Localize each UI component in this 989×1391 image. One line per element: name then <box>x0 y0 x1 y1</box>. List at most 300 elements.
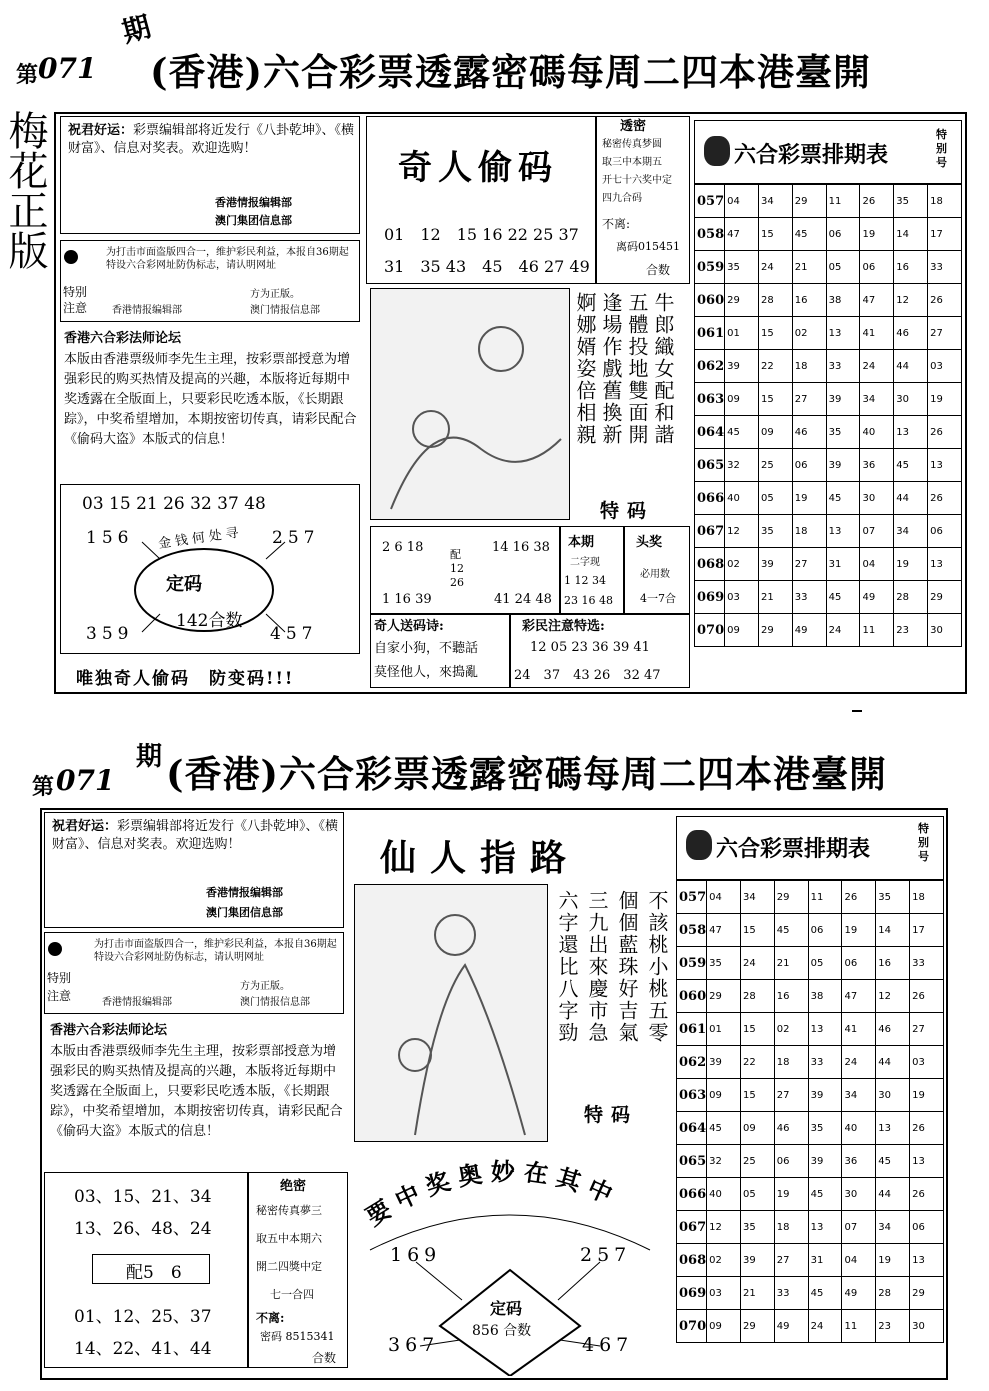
bottom-diamond-rt: 257 <box>580 1244 632 1266</box>
bottom-greeting-sig2: 澳门集团信息部 <box>206 906 283 919</box>
schedule-cell: 19 <box>928 383 962 416</box>
top-benqi-r2: 23 16 48 <box>564 594 613 607</box>
bottom-greeting-sig1: 香港情报编辑部 <box>206 886 283 899</box>
top-illustration <box>370 288 570 520</box>
schedule-cell: 15 <box>758 383 792 416</box>
schedule-cell: 24 <box>842 1046 876 1079</box>
bottom-secret-line3: 開二四獎中定 <box>256 1260 322 1273</box>
schedule-cell: 25 <box>758 449 792 482</box>
schedule-cell: 28 <box>758 284 792 317</box>
bottom-pei: 配5 6 <box>126 1263 182 1283</box>
top-caimin-l2: 24 37 43 26 32 47 <box>514 668 661 683</box>
top-secret-hs: 合数 <box>646 263 671 277</box>
top-schedule-logo-icon <box>704 136 730 166</box>
schedule-cell: 19 <box>894 548 928 581</box>
schedule-cell: 30 <box>910 1310 944 1343</box>
schedule-row <box>677 1013 944 1046</box>
top-poem <box>574 292 674 482</box>
schedule-cell: 07 <box>842 1211 876 1244</box>
top-notice-label1: 特别 <box>63 285 88 299</box>
schedule-cell: 27 <box>910 1013 944 1046</box>
bottom-notice-sig2: 澳门情报信息部 <box>240 997 310 1008</box>
top-footer: 唯独奇人偷码 防变码!!! <box>76 669 295 689</box>
top-center-nums2: 31 35 43 45 46 27 49 <box>384 257 590 276</box>
schedule-cell: 39 <box>808 1145 842 1178</box>
bottom-schedule-tebie: 特别号 <box>918 822 929 863</box>
schedule-cell: 12 <box>876 980 910 1013</box>
bottom-group3: 01、12、25、37 <box>74 1307 212 1327</box>
bottom-secret-hs: 合数 <box>312 1351 337 1365</box>
schedule-cell: 31 <box>826 548 860 581</box>
schedule-cell: 27 <box>928 317 962 350</box>
schedule-cell: 33 <box>928 251 962 284</box>
schedule-cell: 47 <box>860 284 894 317</box>
bottom-diamond-sum: 856 合数 <box>472 1323 532 1339</box>
bottom-dash <box>852 710 862 712</box>
schedule-cell: 44 <box>894 350 928 383</box>
schedule-cell: 36 <box>860 449 894 482</box>
schedule-cell: 38 <box>826 284 860 317</box>
schedule-period: 070 <box>695 614 725 647</box>
schedule-cell: 35 <box>826 416 860 449</box>
schedule-cell: 45 <box>725 416 759 449</box>
schedule-period: 064 <box>677 1112 707 1145</box>
schedule-cell: 29 <box>740 1310 774 1343</box>
schedule-cell: 24 <box>758 251 792 284</box>
bottom-greeting <box>52 818 342 854</box>
top-greeting <box>68 122 356 158</box>
schedule-cell: 11 <box>860 614 894 647</box>
schedule-cell: 21 <box>740 1277 774 1310</box>
top-pair-a: 2 6 18 <box>382 540 424 555</box>
schedule-row <box>677 1244 944 1277</box>
schedule-cell: 27 <box>792 548 826 581</box>
bottom-diamond-center: 定码 <box>490 1299 523 1318</box>
top-circle-sum: 142合数 <box>176 611 243 631</box>
bottom-secret-line4: 七一合四 <box>270 1288 314 1301</box>
schedule-cell: 12 <box>894 284 928 317</box>
schedule-cell: 35 <box>725 251 759 284</box>
top-tema: 特码 <box>600 500 655 522</box>
schedule-period: 058 <box>677 914 707 947</box>
schedule-row <box>695 581 962 614</box>
schedule-cell: 29 <box>928 581 962 614</box>
schedule-row <box>677 881 944 914</box>
schedule-cell: 04 <box>725 185 759 218</box>
schedule-cell: 13 <box>928 548 962 581</box>
top-issue-number: 071 <box>38 52 97 85</box>
schedule-cell: 13 <box>808 1211 842 1244</box>
schedule-cell: 09 <box>707 1310 741 1343</box>
schedule-cell: 19 <box>910 1079 944 1112</box>
schedule-cell: 02 <box>707 1244 741 1277</box>
schedule-period: 063 <box>677 1079 707 1112</box>
schedule-cell: 29 <box>910 1277 944 1310</box>
schedule-cell: 16 <box>876 947 910 980</box>
top-notice-sig1: 香港情报编辑部 <box>112 305 182 316</box>
schedule-cell: 06 <box>774 1145 808 1178</box>
top-circle-arc: 金钱何处寻 <box>157 525 244 552</box>
schedule-cell: 26 <box>910 1178 944 1211</box>
schedule-period: 068 <box>695 548 725 581</box>
schedule-cell: 13 <box>910 1244 944 1277</box>
bottom-forum-text: 本版由香港票级师李先生主理，按彩票部授意为增强彩民的购买热情及提高的兴趣，本版将近每期中奖透露在全版面上，只要彩民吃透本版，《长期跟踪》，中奖希望增加，本期按密切传真，请彩民配合《偷码大盗》本版式的信息！ <box>50 1044 343 1139</box>
bomb-icon <box>64 250 78 264</box>
schedule-cell: 02 <box>792 317 826 350</box>
bottom-page-title: (香港)六合彩票透露密碼每周二四本港臺開 <box>166 752 888 796</box>
bottom-group4: 14、22、41、44 <box>74 1339 212 1359</box>
bottom-poem <box>556 890 668 1080</box>
schedule-cell: 24 <box>740 947 774 980</box>
schedule-cell: 45 <box>826 581 860 614</box>
top-greeting-head: 祝君好运： <box>68 123 134 138</box>
schedule-cell: 35 <box>894 185 928 218</box>
schedule-cell: 03 <box>707 1277 741 1310</box>
schedule-cell: 05 <box>758 482 792 515</box>
schedule-cell: 39 <box>758 548 792 581</box>
schedule-cell: 03 <box>910 1046 944 1079</box>
schedule-row <box>695 548 962 581</box>
schedule-cell: 26 <box>928 416 962 449</box>
bottom-secret-line1: 秘密传真夢三 <box>256 1204 322 1217</box>
schedule-cell: 41 <box>860 317 894 350</box>
schedule-cell: 45 <box>792 218 826 251</box>
schedule-cell: 13 <box>826 515 860 548</box>
schedule-cell: 29 <box>725 284 759 317</box>
schedule-cell: 28 <box>876 1277 910 1310</box>
schedule-cell: 04 <box>842 1244 876 1277</box>
schedule-cell: 33 <box>774 1277 808 1310</box>
schedule-cell: 09 <box>758 416 792 449</box>
schedule-row <box>695 317 962 350</box>
top-caimin-l1: 12 05 23 36 39 41 <box>530 640 650 655</box>
schedule-cell: 33 <box>826 350 860 383</box>
top-circle-arrows <box>60 484 360 654</box>
bottom-notice-label2: 注意 <box>47 989 72 1003</box>
schedule-cell: 26 <box>928 482 962 515</box>
schedule-row <box>695 515 962 548</box>
schedule-cell: 49 <box>792 614 826 647</box>
top-poem-line3: 逢場作戲舊換新 <box>599 292 623 446</box>
schedule-period: 064 <box>695 416 725 449</box>
schedule-cell: 44 <box>876 1178 910 1211</box>
schedule-cell: 21 <box>774 947 808 980</box>
top-notice-tail: 方为正版。 <box>250 289 300 300</box>
schedule-cell: 40 <box>725 482 759 515</box>
schedule-cell: 19 <box>774 1178 808 1211</box>
top-issue-qi: 期 <box>118 9 155 50</box>
bottom-group1: 03、15、21、34 <box>74 1187 212 1207</box>
schedule-period: 067 <box>677 1211 707 1244</box>
schedule-cell: 09 <box>740 1112 774 1145</box>
bottom-issue-di: 第 <box>32 774 55 800</box>
schedule-cell: 03 <box>928 350 962 383</box>
schedule-cell: 22 <box>740 1046 774 1079</box>
top-forum-text: 本版由香港票级师李先生主理，按彩票部授意为增强彩民的购买热情及提高的兴趣，本版将近每期中奖透露在全版面上，只要彩民吃透本版，《长期跟踪》，中奖希望增加，本期按密切传真，请彩民配合《偷码大盗》本版式的信息！ <box>64 352 357 447</box>
schedule-cell: 15 <box>740 914 774 947</box>
schedule-cell: 16 <box>774 980 808 1013</box>
schedule-cell: 40 <box>707 1178 741 1211</box>
schedule-cell: 36 <box>842 1145 876 1178</box>
schedule-period: 065 <box>677 1145 707 1178</box>
schedule-cell: 04 <box>707 881 741 914</box>
bottom-poem-line3: 三九出來慶市急 <box>585 890 609 1044</box>
schedule-period: 061 <box>677 1013 707 1046</box>
schedule-cell: 45 <box>876 1145 910 1178</box>
schedule-cell: 05 <box>826 251 860 284</box>
top-poem2-l1: 自家小狗，不聽話 <box>374 641 479 656</box>
schedule-period: 061 <box>695 317 725 350</box>
top-secret-bl: 不离: <box>602 217 631 231</box>
schedule-cell: 45 <box>808 1277 842 1310</box>
schedule-cell: 39 <box>725 350 759 383</box>
bottom-issue-number: 071 <box>56 764 115 797</box>
top-schedule-tebie: 特别号 <box>936 128 947 169</box>
schedule-cell: 13 <box>876 1112 910 1145</box>
schedule-cell: 09 <box>725 614 759 647</box>
schedule-cell: 02 <box>774 1013 808 1046</box>
schedule-cell: 24 <box>826 614 860 647</box>
bottom-illustration <box>354 884 548 1142</box>
top-page-title: (香港)六合彩票透露密碼每周二四本港臺開 <box>150 50 872 94</box>
schedule-cell: 01 <box>725 317 759 350</box>
schedule-cell: 45 <box>808 1178 842 1211</box>
bottom-group2: 13、26、48、24 <box>74 1219 212 1239</box>
schedule-row <box>695 185 962 218</box>
schedule-period: 070 <box>677 1310 707 1343</box>
schedule-cell: 46 <box>876 1013 910 1046</box>
schedule-period: 059 <box>695 251 725 284</box>
schedule-cell: 46 <box>792 416 826 449</box>
bottom-secret-title: 绝密 <box>280 1179 307 1194</box>
schedule-cell: 47 <box>842 980 876 1013</box>
top-issue-di: 第 <box>16 62 39 88</box>
schedule-cell: 33 <box>808 1046 842 1079</box>
schedule-row <box>695 482 962 515</box>
top-poem2-title: 奇人送码诗: <box>374 619 444 634</box>
schedule-cell: 35 <box>740 1211 774 1244</box>
schedule-cell: 18 <box>792 515 826 548</box>
top-benqi-r1: 1 12 34 <box>564 574 606 587</box>
top-secret-line3: 开七十六奖中定 <box>602 175 672 186</box>
schedule-cell: 17 <box>928 218 962 251</box>
schedule-cell: 46 <box>894 317 928 350</box>
schedule-period: 067 <box>695 515 725 548</box>
schedule-cell: 47 <box>707 914 741 947</box>
schedule-period: 068 <box>677 1244 707 1277</box>
schedule-cell: 05 <box>808 947 842 980</box>
schedule-period: 066 <box>695 482 725 515</box>
schedule-cell: 19 <box>860 218 894 251</box>
schedule-cell: 35 <box>758 515 792 548</box>
bottom-secret-line2: 取五中本期六 <box>256 1232 322 1245</box>
top-pair-m1: 12 <box>450 562 464 575</box>
schedule-cell: 11 <box>826 185 860 218</box>
top-pair-pei: 配 <box>450 548 461 561</box>
schedule-cell: 06 <box>842 947 876 980</box>
schedule-cell: 30 <box>876 1079 910 1112</box>
schedule-period: 069 <box>677 1277 707 1310</box>
schedule-row <box>677 1046 944 1079</box>
schedule-row <box>695 284 962 317</box>
schedule-cell: 02 <box>725 548 759 581</box>
schedule-cell: 22 <box>758 350 792 383</box>
schedule-period: 062 <box>677 1046 707 1079</box>
schedule-cell: 28 <box>740 980 774 1013</box>
schedule-cell: 34 <box>860 383 894 416</box>
bottom-diamond-lb: 367 <box>388 1334 440 1356</box>
schedule-cell: 06 <box>808 914 842 947</box>
schedule-cell: 30 <box>860 482 894 515</box>
schedule-cell: 06 <box>826 218 860 251</box>
top-benqi-sub: 二字现 <box>570 557 600 568</box>
schedule-cell: 38 <box>808 980 842 1013</box>
schedule-cell: 06 <box>792 449 826 482</box>
schedule-period: 058 <box>695 218 725 251</box>
schedule-cell: 29 <box>774 881 808 914</box>
top-poem2-l2: 莫怪他人，來搗亂 <box>374 665 479 680</box>
schedule-cell: 13 <box>928 449 962 482</box>
top-schedule-title: 六合彩票排期表 <box>734 142 889 168</box>
bottom-diamond-rb: 467 <box>582 1334 634 1356</box>
bottom-forum-title: 香港六合彩法师论坛 <box>50 1023 168 1038</box>
schedule-cell: 01 <box>707 1013 741 1046</box>
schedule-cell: 28 <box>894 581 928 614</box>
schedule-cell: 18 <box>774 1046 808 1079</box>
schedule-cell: 44 <box>876 1046 910 1079</box>
schedule-cell: 33 <box>792 581 826 614</box>
schedule-cell: 41 <box>842 1013 876 1046</box>
schedule-cell: 13 <box>894 416 928 449</box>
schedule-cell: 35 <box>808 1112 842 1145</box>
bottom-poem-line4: 六字還比八字勁 <box>555 890 579 1044</box>
schedule-cell: 06 <box>860 251 894 284</box>
bottom-schedule-logo-icon <box>686 830 712 860</box>
schedule-cell: 39 <box>740 1244 774 1277</box>
schedule-cell: 44 <box>894 482 928 515</box>
bottom-tema: 特码 <box>584 1104 639 1126</box>
schedule-cell: 39 <box>826 383 860 416</box>
schedule-period: 069 <box>695 581 725 614</box>
top-circle-left-top: 156 <box>86 528 134 548</box>
schedule-cell: 45 <box>707 1112 741 1145</box>
schedule-cell: 15 <box>740 1079 774 1112</box>
schedule-cell: 12 <box>725 515 759 548</box>
top-secret-code: 离码015451 <box>616 240 680 253</box>
schedule-cell: 33 <box>910 947 944 980</box>
schedule-row <box>695 251 962 284</box>
schedule-cell: 39 <box>707 1046 741 1079</box>
top-benqi-title: 本期 <box>568 535 595 550</box>
top-pair-b: 1 16 39 <box>382 592 432 607</box>
schedule-cell: 45 <box>774 914 808 947</box>
schedule-cell: 34 <box>842 1079 876 1112</box>
schedule-cell: 13 <box>910 1145 944 1178</box>
schedule-cell: 26 <box>842 881 876 914</box>
schedule-row <box>677 1310 944 1343</box>
schedule-cell: 12 <box>707 1211 741 1244</box>
schedule-cell: 34 <box>740 881 774 914</box>
schedule-period: 062 <box>695 350 725 383</box>
top-main-nums: 03 15 21 26 32 37 48 <box>82 494 266 514</box>
top-notice-label2: 注意 <box>63 301 88 315</box>
schedule-cell: 49 <box>860 581 894 614</box>
bottom-center-title: 仙人指路 <box>380 837 581 879</box>
schedule-cell: 19 <box>876 1244 910 1277</box>
top-greeting-text: 彩票编辑部将近发行《八卦乾坤》、《横财富》、信息对奖表。欢迎选购！ <box>68 123 355 156</box>
schedule-period: 057 <box>677 881 707 914</box>
top-forum-title: 香港六合彩法师论坛 <box>64 331 182 346</box>
top-pair-d: 41 24 48 <box>494 592 552 607</box>
schedule-cell: 26 <box>910 1112 944 1145</box>
top-notice-text: 为打击市面盗版四合一，维护彩民利益，本报自36期起特设六合彩网址防伪标志，请认明网址 <box>106 247 349 271</box>
schedule-cell: 06 <box>910 1211 944 1244</box>
schedule-cell: 25 <box>740 1145 774 1178</box>
bottom-poem-line1: 不該桃小桃五零 <box>645 890 669 1044</box>
bottom-greeting-text: 彩票编辑部将近发行《八卦乾坤》、《横财富》、信息对奖表。欢迎选购！ <box>52 819 339 852</box>
schedule-row <box>695 350 962 383</box>
top-secret-title: 透密 <box>620 119 647 134</box>
schedule-row <box>677 1277 944 1310</box>
top-greeting-sig2: 澳门集团信息部 <box>215 214 292 227</box>
bottom-arc-text: 要中奖奥妙在其中 <box>360 1156 625 1232</box>
schedule-cell: 27 <box>792 383 826 416</box>
schedule-cell: 26 <box>928 284 962 317</box>
schedule-period: 065 <box>695 449 725 482</box>
schedule-cell: 31 <box>808 1244 842 1277</box>
schedule-cell: 18 <box>910 881 944 914</box>
schedule-period: 057 <box>695 185 725 218</box>
schedule-row <box>677 1211 944 1244</box>
schedule-cell: 15 <box>758 218 792 251</box>
schedule-cell: 05 <box>740 1178 774 1211</box>
schedule-cell: 07 <box>860 515 894 548</box>
bottom-notice-sig1: 香港情报编辑部 <box>102 997 172 1008</box>
top-toujiang-title: 头奖 <box>636 535 663 550</box>
schedule-row <box>677 947 944 980</box>
schedule-cell: 32 <box>707 1145 741 1178</box>
schedule-cell: 46 <box>774 1112 808 1145</box>
bottom-notice-tail: 方为正版。 <box>240 981 290 992</box>
schedule-row <box>677 1079 944 1112</box>
bottom-notice-text: 为打击市面盗版四合一，维护彩民利益，本报自36期起特设六合彩网址防伪标志，请认明网址 <box>94 939 337 963</box>
schedule-row <box>677 914 944 947</box>
top-side-label: 梅花正版 <box>2 110 48 270</box>
bottom-diamond-lt: 169 <box>390 1244 442 1266</box>
bottom-schedule-title: 六合彩票排期表 <box>716 836 871 862</box>
top-toujiang-r: 4一7合 <box>640 592 676 605</box>
schedule-cell: 23 <box>876 1310 910 1343</box>
top-circle-right-bottom: 457 <box>270 624 318 644</box>
schedule-cell: 34 <box>758 185 792 218</box>
schedule-row <box>677 1178 944 1211</box>
schedule-cell: 21 <box>758 581 792 614</box>
schedule-cell: 47 <box>725 218 759 251</box>
schedule-cell: 04 <box>860 548 894 581</box>
schedule-cell: 49 <box>842 1277 876 1310</box>
top-pair-m2: 26 <box>450 576 464 589</box>
schedule-row <box>677 1112 944 1145</box>
top-greeting-sig1: 香港情报编辑部 <box>215 196 292 209</box>
schedule-cell: 39 <box>826 449 860 482</box>
schedule-cell: 24 <box>860 350 894 383</box>
schedule-cell: 16 <box>894 251 928 284</box>
schedule-cell: 35 <box>707 947 741 980</box>
bottom-notice-label1: 特别 <box>47 971 72 985</box>
bottom-secret-code: 密码 8515341 <box>260 1330 335 1343</box>
schedule-cell: 19 <box>792 482 826 515</box>
schedule-cell: 09 <box>725 383 759 416</box>
